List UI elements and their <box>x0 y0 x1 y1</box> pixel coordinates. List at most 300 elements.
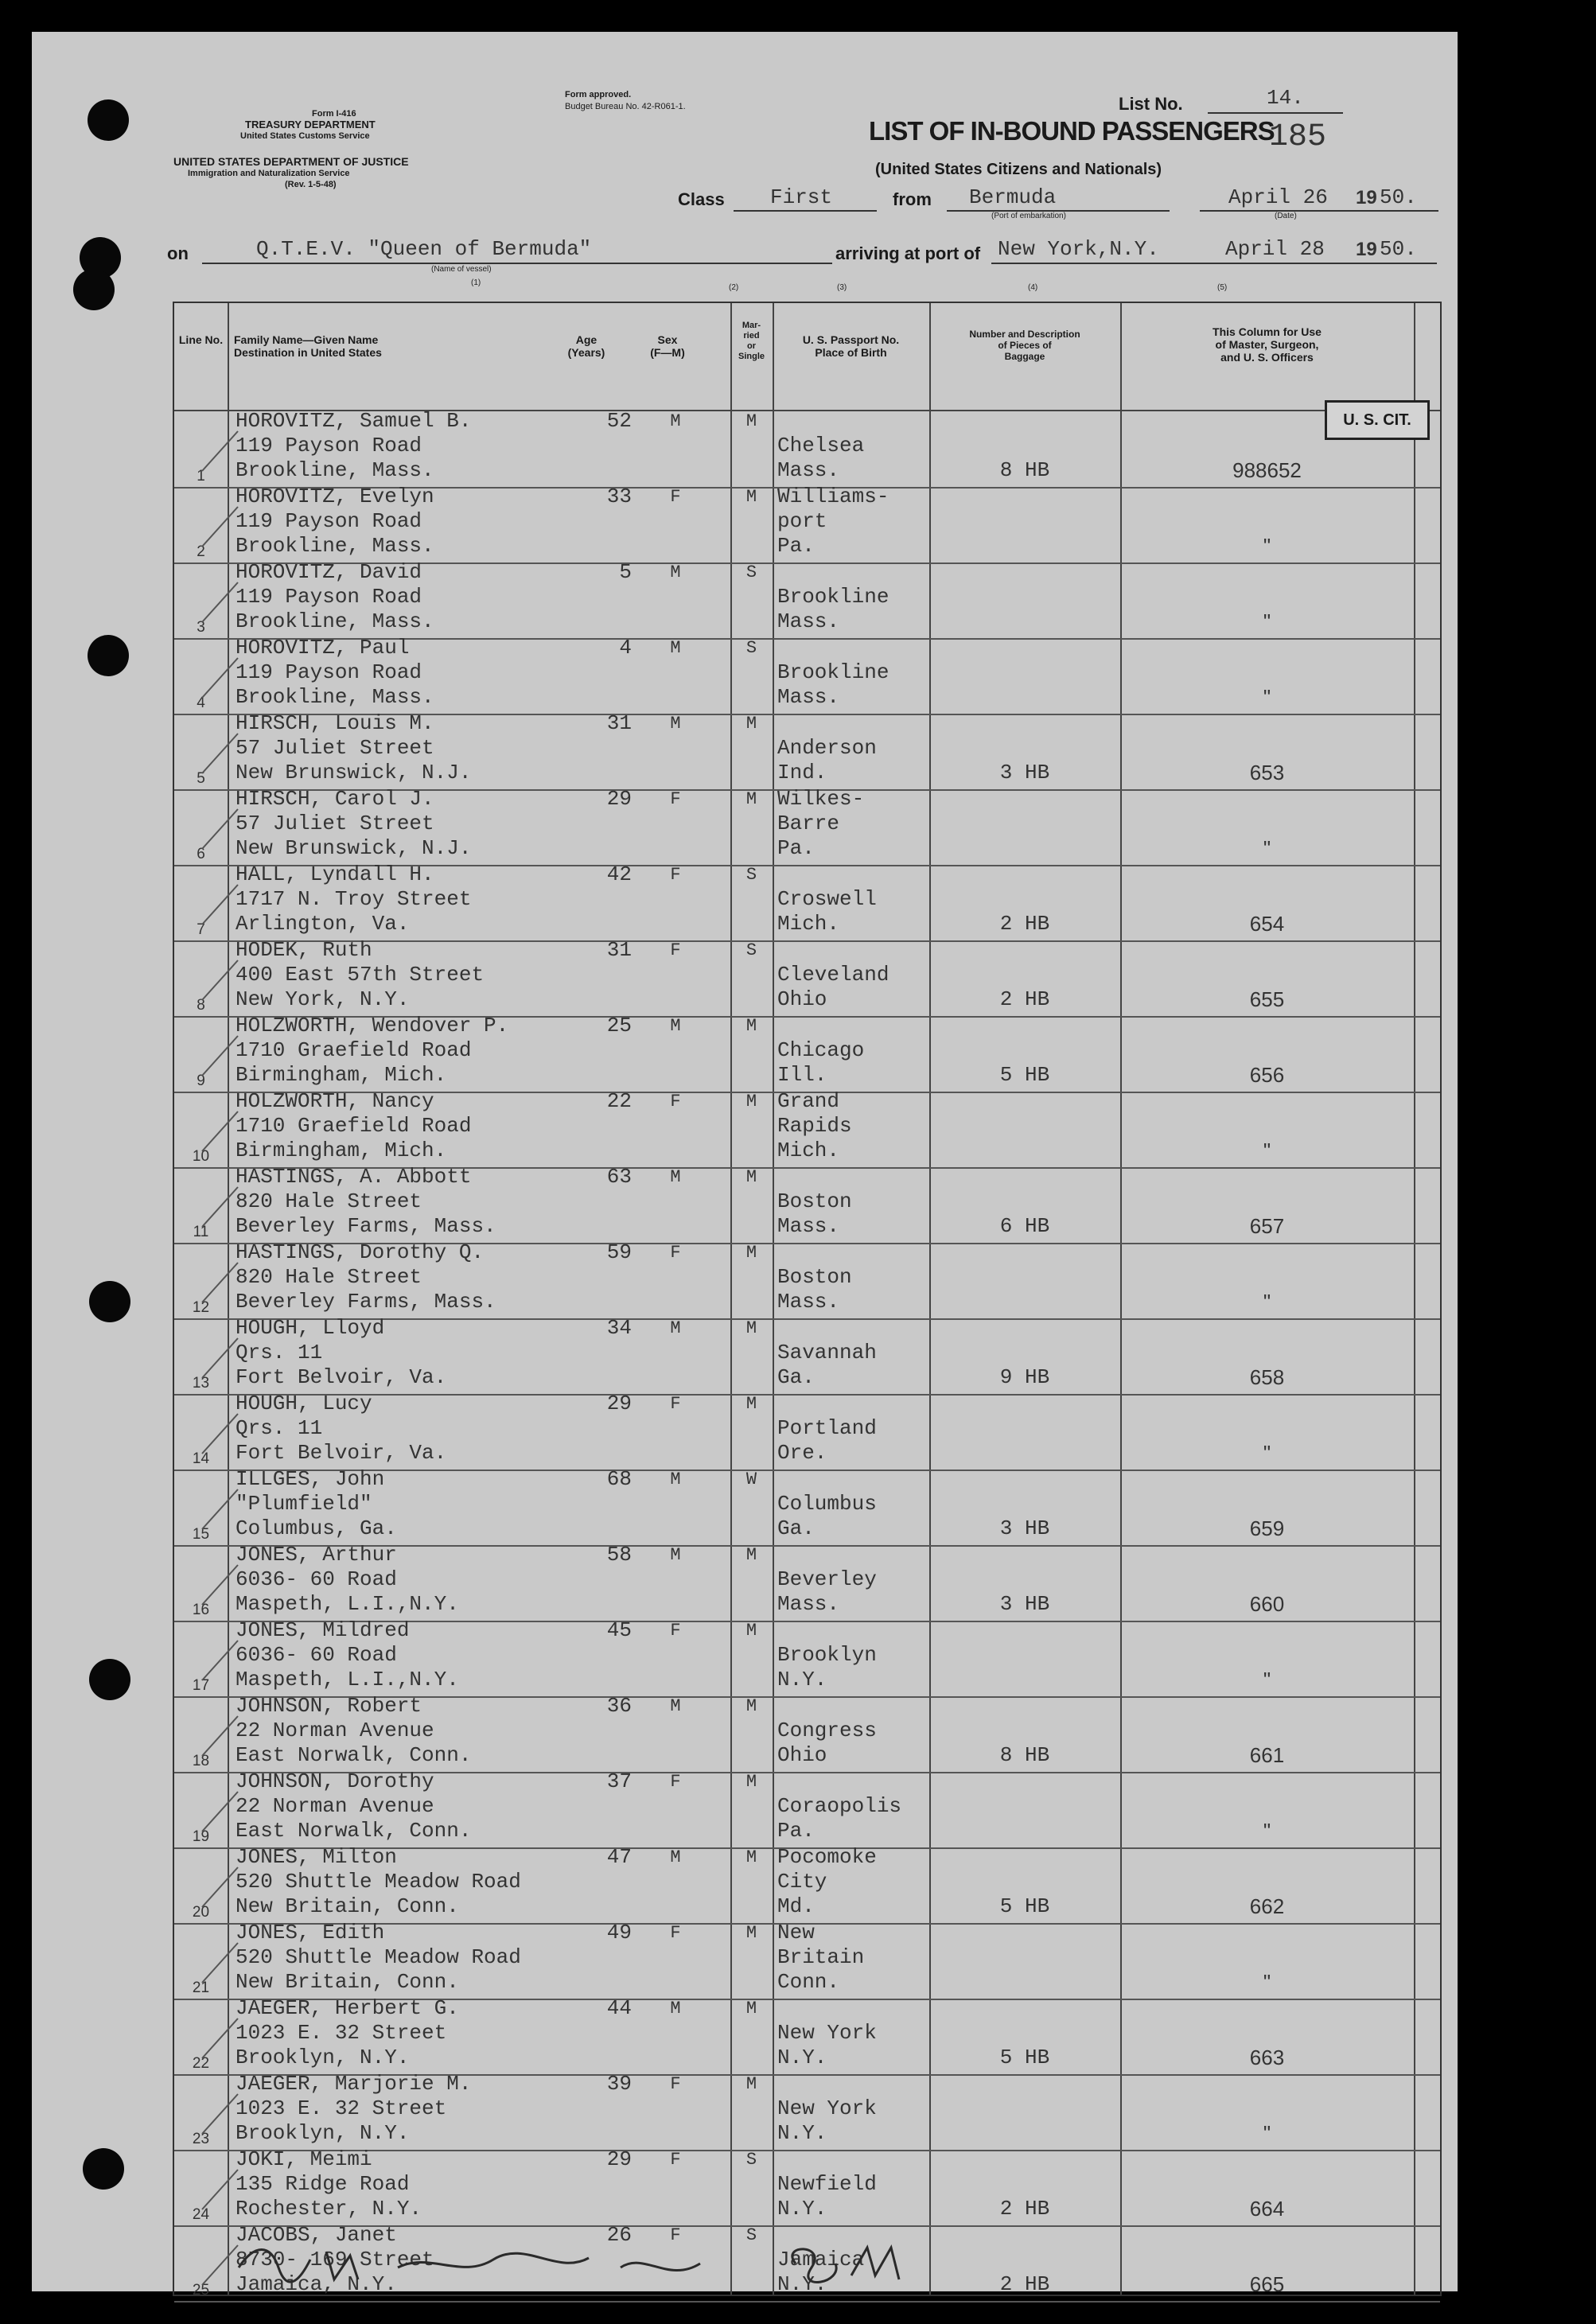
sex: F <box>670 865 681 885</box>
marital-status: M <box>745 1243 757 1263</box>
birthplace-line-3: Ore. <box>777 1441 827 1465</box>
address-line-2: Birmingham, Mich. <box>236 1063 447 1087</box>
birthplace-line-3: Pa. <box>777 534 815 558</box>
check-mark-icon <box>198 2090 246 2138</box>
baggage: 8 HB <box>999 1743 1050 1767</box>
birthplace-line-3: Mass. <box>777 1592 840 1616</box>
address-line-1: 6036- 60 Road <box>236 1643 397 1667</box>
line-number: 22 <box>192 2055 210 2072</box>
officer-entry: 988652 <box>1232 458 1302 482</box>
vessel-name: Q.T.E.V. "Queen of Bermuda" <box>256 237 592 261</box>
sex: F <box>670 2074 681 2094</box>
check-mark-icon <box>198 2166 246 2213</box>
address-line-1: 8730- 169 Street <box>236 2248 434 2271</box>
address-line-1: 119 Payson Road <box>236 434 422 457</box>
binder-hole <box>89 1659 130 1700</box>
line-number: 10 <box>192 1148 210 1165</box>
passenger-name: ILLGES, John <box>236 1467 385 1491</box>
address-line-1: 119 Payson Road <box>236 660 422 684</box>
embark-year-prefix: 19 <box>1356 187 1377 208</box>
line-number: 17 <box>192 1677 210 1694</box>
age: 29 <box>606 787 632 811</box>
line-number: 4 <box>197 695 205 711</box>
sex: F <box>670 940 681 960</box>
birthplace-line-1: Williams- <box>777 485 889 508</box>
age: 5 <box>619 560 632 584</box>
table-row <box>174 1467 1440 1547</box>
baggage: 5 HB <box>999 2046 1050 2069</box>
from-label: from <box>893 189 932 209</box>
age: 49 <box>606 1921 632 1944</box>
line-number: 12 <box>192 1299 210 1316</box>
age: 31 <box>606 711 632 735</box>
officer-entry: 658 <box>1249 1365 1285 1389</box>
birthplace-line-3: Pa. <box>777 1819 815 1843</box>
passenger-name: JOKI, Meimi <box>236 2147 372 2171</box>
passenger-name: HOROVITZ, David <box>236 560 422 584</box>
birthplace-line-3: Mass. <box>777 609 840 633</box>
marital-status: M <box>745 1999 757 2018</box>
line-number: 18 <box>192 1753 210 1769</box>
birthplace-line-2: Croswell <box>777 887 877 911</box>
header-passport: U. S. Passport No. Place of Birth <box>802 333 900 359</box>
table-row <box>174 1545 1440 1622</box>
age: 63 <box>606 1165 632 1189</box>
address-line-2: Rochester, N.Y. <box>236 2197 422 2221</box>
check-mark-icon <box>198 805 246 853</box>
check-mark-icon <box>198 1485 246 1533</box>
officer-entry: 660 <box>1249 1592 1285 1616</box>
age: 59 <box>606 1240 632 1264</box>
birthplace-line-3: Mass. <box>777 685 840 709</box>
address-line-1: 57 Juliet Street <box>236 736 434 760</box>
table-row <box>174 2074 1440 2151</box>
birthplace-line-2: New York <box>777 2096 877 2120</box>
address-line-1: Qrs. 11 <box>236 1341 323 1364</box>
check-mark-icon <box>198 1334 246 1382</box>
address-line-2: Fort Belvoir, Va. <box>236 1365 447 1389</box>
sex: M <box>670 1847 681 1867</box>
age: 58 <box>606 1543 632 1567</box>
table-row <box>174 1847 1440 1925</box>
birthplace-line-2: Boston <box>777 1265 852 1289</box>
marital-status: W <box>745 1470 757 1489</box>
table-row <box>174 1923 1440 2000</box>
birthplace-line-2: Rapids <box>777 1114 852 1138</box>
sex: M <box>670 1696 681 1716</box>
address-line-1: 520 Shuttle Meadow Road <box>236 1870 521 1894</box>
col-num-4: (4) <box>1028 283 1038 292</box>
birthplace-line-1: New <box>777 1921 815 1944</box>
birthplace-line-2: Brooklyn <box>777 1643 877 1667</box>
sex: F <box>670 789 681 809</box>
address-line-2: Jamaica, N.Y. <box>236 2272 397 2296</box>
sex: F <box>670 487 681 507</box>
age: 33 <box>606 485 632 508</box>
check-mark-icon <box>198 730 246 777</box>
baggage: 3 HB <box>999 761 1050 784</box>
passenger-name: HASTINGS, Dorothy Q. <box>236 1240 485 1264</box>
birthplace-line-1: Wilkes- <box>777 787 865 811</box>
header-officers: This Column for Use of Master, Surgeon, and U. S. Officers <box>1213 325 1322 364</box>
arrival-date: April 28 <box>1225 237 1325 261</box>
check-mark-icon <box>198 1939 246 1987</box>
address-line-2: Birmingham, Mich. <box>236 1139 447 1162</box>
page-subtitle: (United States Citizens and Nationals) <box>875 161 1162 178</box>
address-line-1: 1710 Graefield Road <box>236 1114 472 1138</box>
marital-status: M <box>745 487 757 507</box>
check-mark-icon <box>198 1788 246 1835</box>
baggage: 2 HB <box>999 912 1050 936</box>
marital-status: M <box>745 1923 757 1943</box>
passenger-name: JONES, Mildred <box>236 1618 410 1642</box>
line-number: 6 <box>197 846 205 862</box>
age: 25 <box>606 1014 632 1037</box>
arrival-underline <box>991 263 1437 264</box>
passenger-name: HIRSCH, Carol J. <box>236 787 434 811</box>
age: 39 <box>606 2072 632 2096</box>
line-number: 7 <box>197 921 205 938</box>
binder-hole <box>89 1281 130 1322</box>
line-number: 16 <box>192 1602 210 1618</box>
birthplace-line-3: Ill. <box>777 1063 827 1087</box>
birthplace-line-3: Mich. <box>777 1139 840 1162</box>
birthplace-line-2: Coraopolis <box>777 1794 902 1818</box>
age: 4 <box>619 636 632 660</box>
table-row <box>174 1696 1440 1773</box>
birthplace-line-2: Savannah <box>777 1341 877 1364</box>
officer-entry: " <box>1263 1441 1271 1465</box>
age: 47 <box>606 1845 632 1869</box>
check-mark-icon <box>198 1259 246 1306</box>
officer-entry: 662 <box>1249 1894 1285 1918</box>
age: 34 <box>606 1316 632 1340</box>
address-line-2: New Brunswick, N.J. <box>236 761 472 784</box>
sex: M <box>670 563 681 582</box>
sex: M <box>670 714 681 734</box>
inspector-signature <box>223 2236 1018 2291</box>
line-number: 21 <box>192 1979 210 1996</box>
class-underline <box>734 210 877 212</box>
budget-bureau: Budget Bureau No. 42-R061-1. <box>565 102 686 111</box>
officer-entry: " <box>1263 1139 1271 1162</box>
address-line-2: East Norwalk, Conn. <box>236 1743 472 1767</box>
vessel-caption: (Name of vessel) <box>431 265 492 274</box>
age: 37 <box>606 1769 632 1793</box>
from-value: Bermuda <box>969 185 1057 209</box>
col-num-2: (2) <box>729 283 739 292</box>
baggage: 3 HB <box>999 1516 1050 1540</box>
check-mark-icon <box>198 578 246 626</box>
passenger-name: JAEGER, Herbert G. <box>236 1996 459 2020</box>
address-line-2: Brookline, Mass. <box>236 534 434 558</box>
birthplace-line-3: Ind. <box>777 761 827 784</box>
sex: M <box>670 1999 681 2018</box>
age: 31 <box>606 938 632 962</box>
officer-entry: " <box>1263 1819 1271 1843</box>
birthplace-line-2: Cleveland <box>777 963 889 987</box>
check-mark-icon <box>198 427 246 475</box>
table-row <box>174 638 1440 715</box>
age: 26 <box>606 2223 632 2247</box>
birthplace-line-2: Columbus <box>777 1492 877 1516</box>
table-row <box>174 1240 1440 1320</box>
marital-status: M <box>745 2074 757 2094</box>
address-line-2: Arlington, Va. <box>236 912 410 936</box>
marital-status: M <box>745 1318 757 1338</box>
table-row <box>174 1318 1440 1396</box>
table-row <box>174 711 1440 791</box>
baggage: 5 HB <box>999 1063 1050 1087</box>
marital-status: M <box>745 1167 757 1187</box>
passenger-name: HASTINGS, A. Abbott <box>236 1165 472 1189</box>
baggage: 6 HB <box>999 1214 1050 1238</box>
birthplace-line-3: Ga. <box>777 1516 815 1540</box>
sex: F <box>670 1243 681 1263</box>
manifest-page <box>32 32 1458 2299</box>
binder-hole <box>73 269 115 310</box>
header-baggage: Number and Description of Pieces of Baggage <box>969 329 1080 362</box>
birthplace-line-3: Ohio <box>777 1743 827 1767</box>
passenger-name: HOUGH, Lloyd <box>236 1316 385 1340</box>
birthplace-line-2: Congress <box>777 1719 877 1742</box>
officer-entry: 661 <box>1249 1743 1285 1767</box>
sex: M <box>670 1470 681 1489</box>
vessel-underline <box>202 263 832 264</box>
sex: M <box>670 1016 681 1036</box>
line-number: 2 <box>197 543 205 560</box>
table-row <box>174 1769 1440 1849</box>
birthplace-line-2: Jamaica <box>777 2248 865 2271</box>
check-mark-icon <box>198 654 246 702</box>
marital-status: S <box>745 563 757 582</box>
check-mark-icon <box>198 2015 246 2062</box>
table-row <box>174 411 1440 489</box>
arrival-port: New York,N.Y. <box>998 237 1159 261</box>
birthplace-line-2: City <box>777 1870 827 1894</box>
baggage: 2 HB <box>999 2272 1050 2296</box>
officer-entry: " <box>1263 1290 1271 1314</box>
table-row <box>174 1167 1440 1244</box>
officer-entry: 663 <box>1249 2046 1285 2069</box>
address-line-2: New York, N.Y. <box>236 987 410 1011</box>
birthplace-line-3: Mich. <box>777 912 840 936</box>
arriving-label: arriving at port of <box>835 243 981 263</box>
passenger-name: JONES, Edith <box>236 1921 385 1944</box>
check-mark-icon <box>198 881 246 928</box>
officer-entry: " <box>1263 1668 1271 1691</box>
ins-service: Immigration and Naturalization Service <box>188 169 350 178</box>
officer-entry: 656 <box>1249 1063 1285 1087</box>
address-line-1: 820 Hale Street <box>236 1265 422 1289</box>
form-number: Form I-416 <box>312 109 356 119</box>
age: 68 <box>606 1467 632 1491</box>
line-number: 8 <box>197 997 205 1014</box>
check-mark-icon <box>198 1108 246 1155</box>
line-number: 25 <box>192 2282 210 2299</box>
marital-status: S <box>745 865 757 885</box>
birthplace-line-3: N.Y. <box>777 2121 827 2145</box>
form-revision: (Rev. 1-5-48) <box>285 180 337 189</box>
address-line-2: New Britain, Conn. <box>236 1970 459 1994</box>
header-sex: Sex (F—M) <box>650 333 685 359</box>
check-mark-icon <box>198 1637 246 1684</box>
address-line-2: Maspeth, L.I.,N.Y. <box>236 1668 459 1691</box>
check-mark-icon <box>198 503 246 551</box>
marital-status: M <box>745 1696 757 1716</box>
age: 29 <box>606 2147 632 2171</box>
check-mark-icon <box>198 1032 246 1080</box>
sex: F <box>670 1621 681 1641</box>
passenger-name: HALL, Lyndall H. <box>236 862 434 886</box>
table-row <box>174 1996 1440 2076</box>
marital-status: M <box>745 1847 757 1867</box>
customs-service: United States Customs Service <box>240 131 370 141</box>
marital-status: M <box>745 1016 757 1036</box>
passenger-name: HOLZWORTH, Nancy <box>236 1089 434 1113</box>
officer-entry: 665 <box>1249 2272 1285 2296</box>
sex: F <box>670 1092 681 1111</box>
birthplace-line-2: port <box>777 509 827 533</box>
officer-entry: " <box>1263 1970 1271 1994</box>
line-number: 24 <box>192 2206 210 2223</box>
sex: F <box>670 2225 681 2245</box>
address-line-2: Beverley Farms, Mass. <box>236 1214 496 1238</box>
binder-hole <box>83 2148 124 2190</box>
address-line-2: East Norwalk, Conn. <box>236 1819 472 1843</box>
birthplace-line-1: Pocomoke <box>777 1845 877 1869</box>
passenger-name: HIRSCH, Louis M. <box>236 711 434 735</box>
baggage: 2 HB <box>999 987 1050 1011</box>
line-number: 20 <box>192 1904 210 1921</box>
check-mark-icon <box>198 1712 246 1760</box>
address-line-2: Brookline, Mass. <box>236 609 434 633</box>
sex: M <box>670 1167 681 1187</box>
officer-entry: " <box>1263 836 1271 860</box>
birthplace-line-2: Chicago <box>777 1038 865 1062</box>
marital-status: M <box>745 1545 757 1565</box>
class-value: First <box>770 185 833 209</box>
address-line-2: Brooklyn, N.Y. <box>236 2046 410 2069</box>
sex: F <box>670 1923 681 1943</box>
passenger-name: JAEGER, Marjorie M. <box>236 2072 472 2096</box>
age: 36 <box>606 1694 632 1718</box>
address-line-1: 400 East 57th Street <box>236 963 485 987</box>
birthplace-line-3: N.Y. <box>777 1668 827 1691</box>
age: 44 <box>606 1996 632 2020</box>
address-line-1: "Plumfield" <box>236 1492 372 1516</box>
passenger-name: HOROVITZ, Samuel B. <box>236 409 472 433</box>
baggage: 3 HB <box>999 1592 1050 1616</box>
birthplace-line-2: Brookline <box>777 660 889 684</box>
birthplace-line-2: Brookline <box>777 585 889 609</box>
passenger-name: HODEK, Ruth <box>236 938 372 962</box>
officer-entry: 657 <box>1249 1214 1285 1238</box>
address-line-1: 119 Payson Road <box>236 509 422 533</box>
on-label: on <box>167 243 189 263</box>
birthplace-line-2: Anderson <box>777 736 877 760</box>
passenger-name: HOROVITZ, Evelyn <box>236 485 434 508</box>
address-line-1: 22 Norman Avenue <box>236 1794 434 1818</box>
birthplace-line-3: N.Y. <box>777 2197 827 2221</box>
col-num-3: (3) <box>837 283 847 292</box>
line-number: 1 <box>197 468 205 485</box>
justice-dept: UNITED STATES DEPARTMENT OF JUSTICE <box>173 155 409 168</box>
sex: F <box>670 1394 681 1414</box>
line-number: 14 <box>192 1450 210 1467</box>
birthplace-line-1: Grand <box>777 1089 840 1113</box>
embark-date: April 26 <box>1228 185 1328 209</box>
sex: M <box>670 1318 681 1338</box>
sex: M <box>670 411 681 431</box>
table-row <box>174 1089 1440 1169</box>
date-caption: (Date) <box>1275 212 1297 220</box>
birthplace-line-2: Beverley <box>777 1567 877 1591</box>
address-line-1: 520 Shuttle Meadow Road <box>236 1945 521 1969</box>
table-row <box>174 1016 1440 1093</box>
age: 52 <box>606 409 632 433</box>
table-row <box>174 487 1440 564</box>
page-number: 185 <box>1269 119 1327 155</box>
marital-status: M <box>745 411 757 431</box>
list-no: 14. <box>1267 86 1304 110</box>
address-line-1: 22 Norman Avenue <box>236 1719 434 1742</box>
table-row <box>174 560 1440 640</box>
line-number: 11 <box>193 1224 209 1240</box>
officer-entry: " <box>1263 685 1271 709</box>
officer-entry: 664 <box>1249 2197 1285 2221</box>
officer-entry: 654 <box>1249 912 1285 936</box>
baggage: 2 HB <box>999 2197 1050 2221</box>
binder-hole <box>88 635 129 676</box>
officer-entry: 653 <box>1249 761 1285 784</box>
birthplace-line-3: Mass. <box>777 458 840 482</box>
address-line-2: Brookline, Mass. <box>236 458 434 482</box>
address-line-2: Columbus, Ga. <box>236 1516 397 1540</box>
passenger-name: HOUGH, Lucy <box>236 1392 372 1415</box>
address-line-2: Brookline, Mass. <box>236 685 434 709</box>
officer-entry: 655 <box>1249 987 1285 1011</box>
table-row <box>174 789 1440 866</box>
check-mark-icon <box>198 1863 246 1911</box>
embark-year: 50. <box>1380 185 1417 209</box>
passenger-name: JONES, Milton <box>236 1845 397 1869</box>
age: 42 <box>606 862 632 886</box>
col-num-5: (5) <box>1217 283 1228 292</box>
marital-status: M <box>745 714 757 734</box>
address-line-1: 1717 N. Troy Street <box>236 887 472 911</box>
check-mark-icon <box>198 1183 246 1231</box>
check-mark-icon <box>198 1410 246 1458</box>
check-mark-icon <box>198 956 246 1004</box>
check-mark-icon <box>198 1561 246 1609</box>
marital-status: M <box>745 1621 757 1641</box>
birthplace-line-3: N.Y. <box>777 2272 827 2296</box>
passenger-name: HOLZWORTH, Wendover P. <box>236 1014 509 1037</box>
passenger-name: JONES, Arthur <box>236 1543 397 1567</box>
sex: F <box>670 1772 681 1792</box>
marital-status: M <box>745 1092 757 1111</box>
class-label: Class <box>678 189 725 209</box>
marital-status: M <box>745 789 757 809</box>
officer-entry: 659 <box>1249 1516 1285 1540</box>
address-line-1: 1023 E. 32 Street <box>236 2021 447 2045</box>
line-number: 5 <box>197 770 205 787</box>
birthplace-line-3: Pa. <box>777 836 815 860</box>
sex: M <box>670 638 681 658</box>
line-number: 19 <box>192 1828 210 1845</box>
baggage: 5 HB <box>999 1894 1050 1918</box>
